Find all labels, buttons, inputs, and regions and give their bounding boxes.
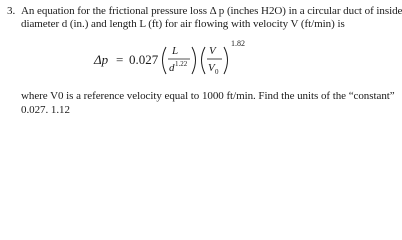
paren-close-2 bbox=[224, 47, 228, 74]
problem-number: 3. bbox=[7, 5, 16, 17]
paren-close-1 bbox=[192, 47, 196, 74]
fraction2-numerator: V bbox=[209, 45, 216, 57]
fraction2-denominator-base: V bbox=[208, 62, 215, 74]
fraction1-denominator-base: d bbox=[169, 62, 175, 74]
paren-open-1 bbox=[163, 47, 167, 74]
problem-text-line-1: An equation for the frictional pressure loss Δ p (inches H2O) in a circular duct of inside bbox=[21, 5, 402, 17]
problem-text-line-2: diameter d (in.) and length L (ft) for air flowing with velocity V (ft/min) is bbox=[21, 18, 345, 30]
equation-lhs: Δp bbox=[94, 52, 109, 67]
paren-open-2 bbox=[202, 47, 206, 74]
equation-constant: 0.027 bbox=[129, 52, 159, 67]
fraction1-numerator: L bbox=[172, 45, 179, 57]
fraction1-denominator-exponent: 1.22 bbox=[175, 60, 188, 68]
fraction2-denominator-subscript: 0 bbox=[215, 68, 219, 76]
problem-text-line-3: where V0 is a reference velocity equal to 1000 ft/min. Find the units of the “constant” bbox=[21, 90, 395, 102]
pressure-loss-equation bbox=[94, 37, 254, 85]
equation-equals: = bbox=[116, 52, 124, 67]
outer-exponent: 1.82 bbox=[231, 39, 245, 48]
equation-svg bbox=[94, 37, 254, 85]
problem-text-line-4: 0.027. 1.12 bbox=[21, 104, 70, 116]
